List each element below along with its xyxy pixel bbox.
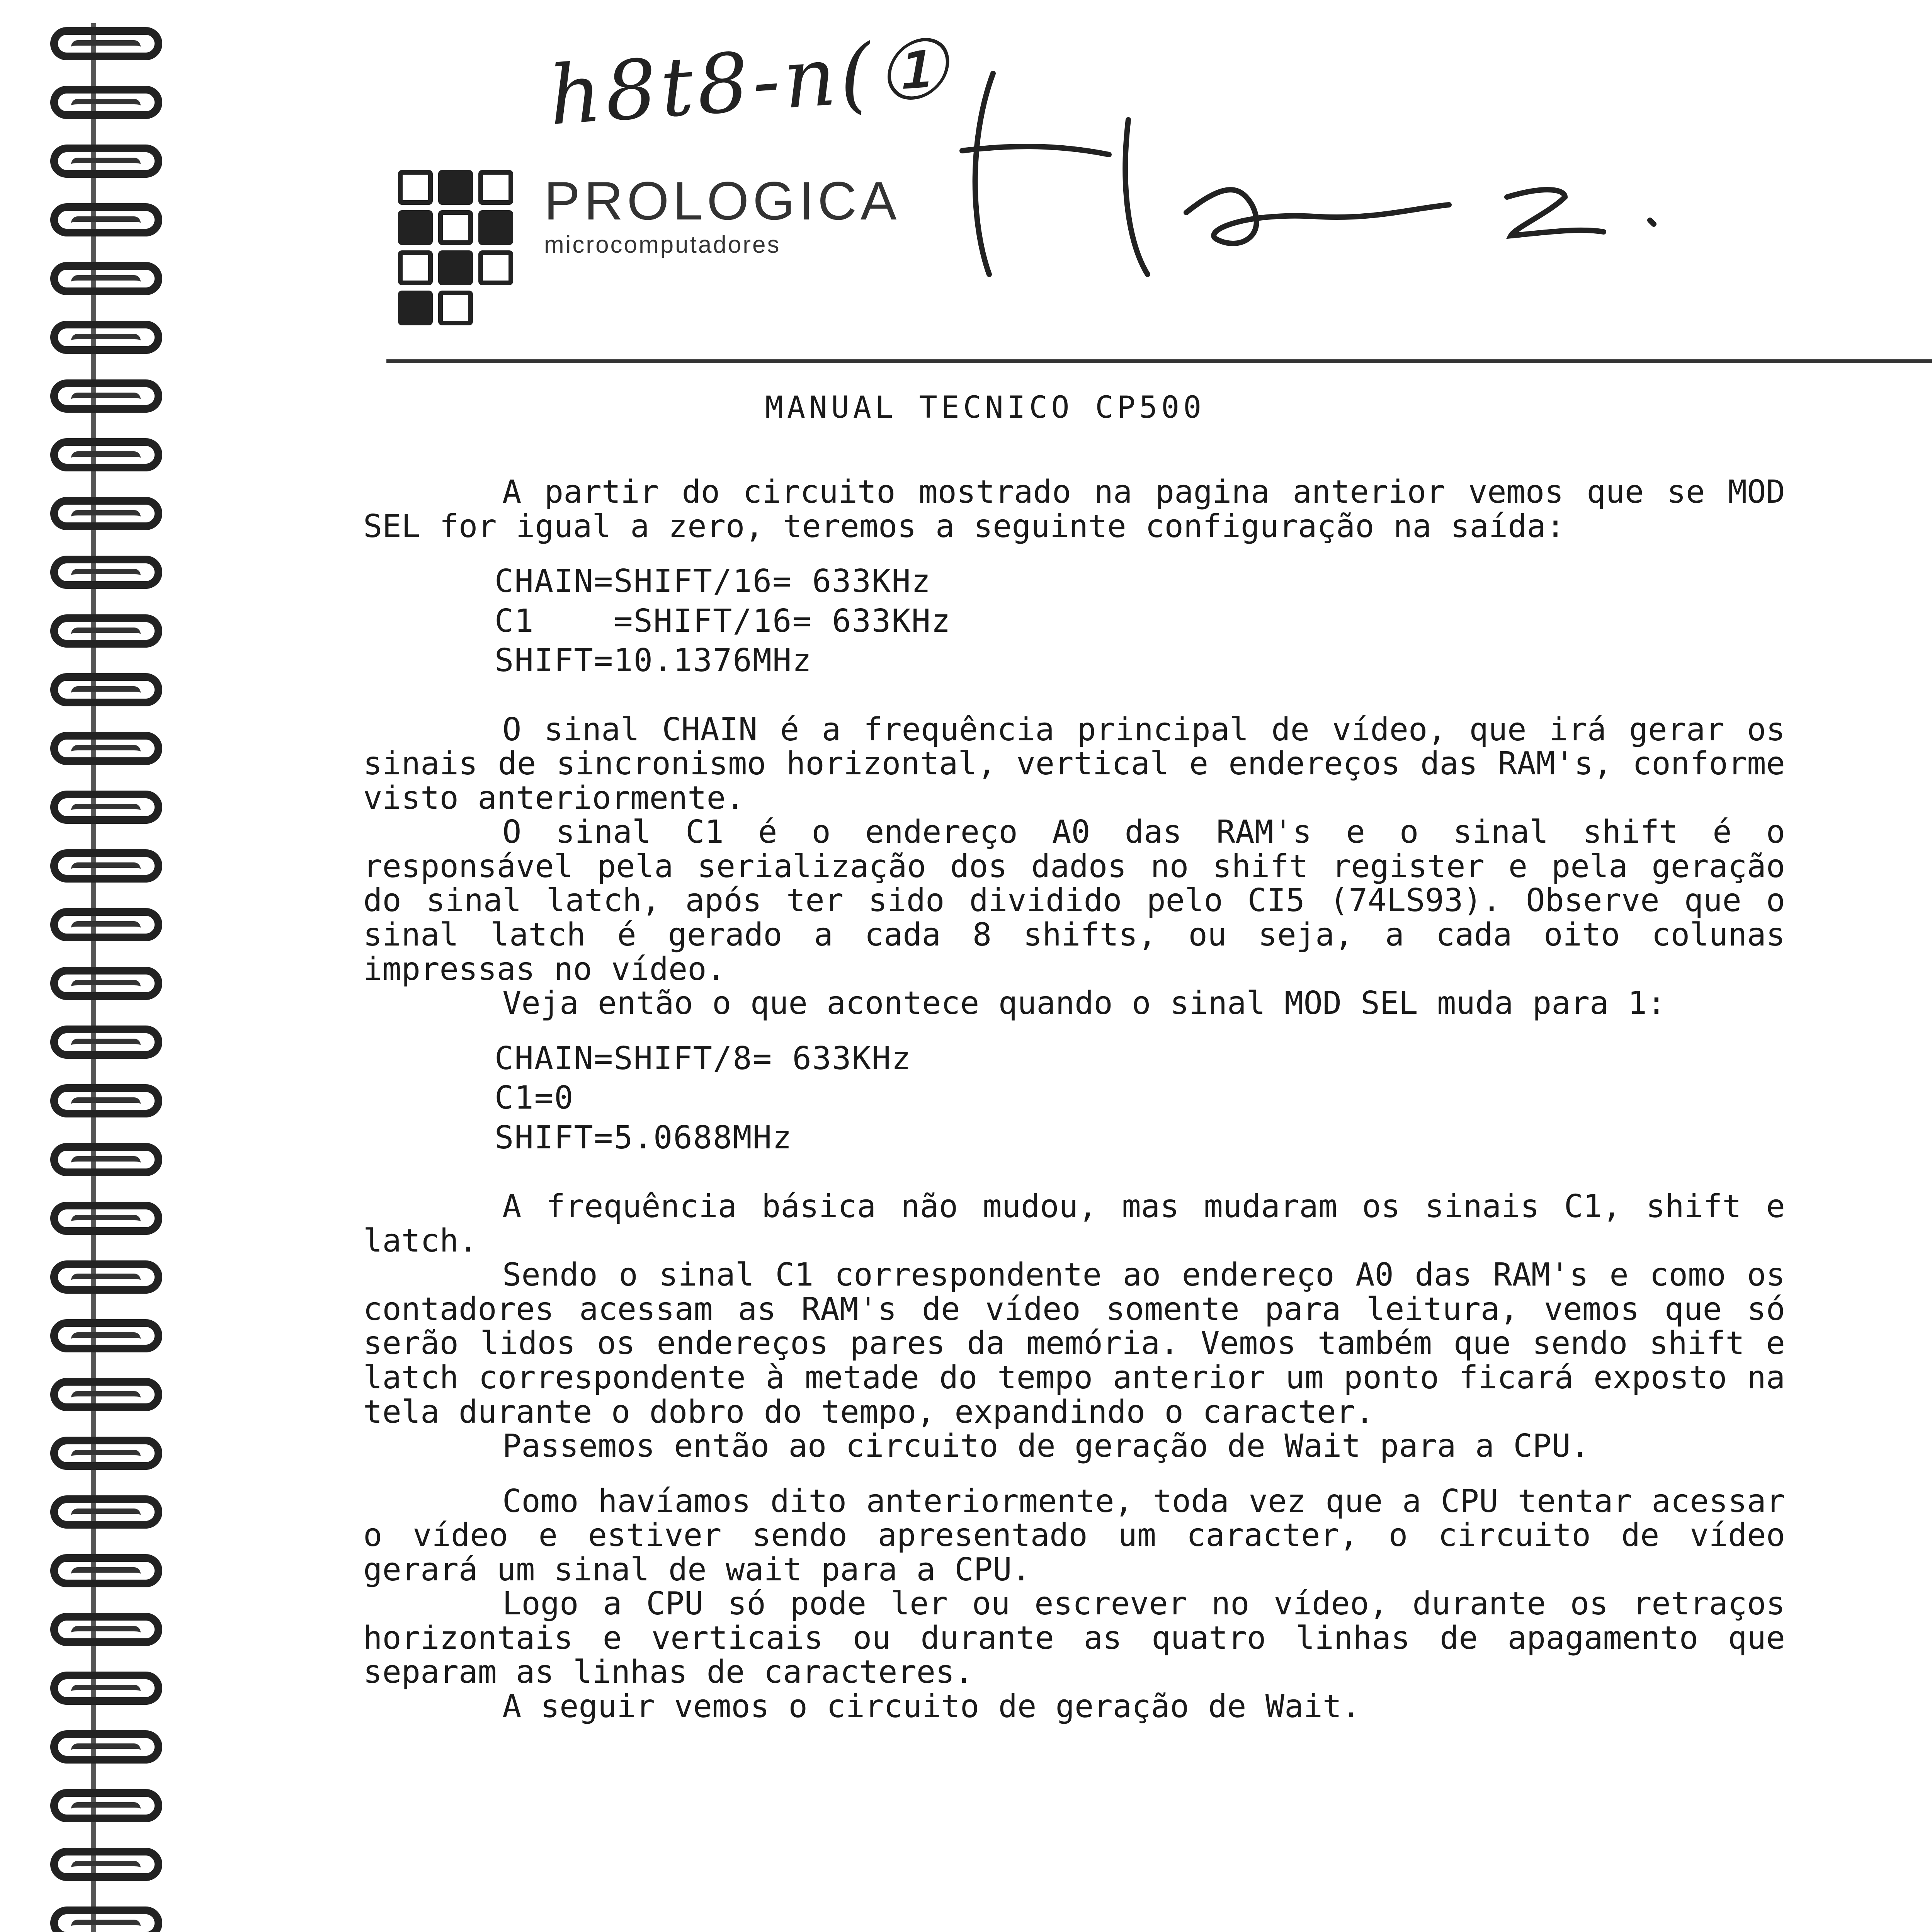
binding-ring	[50, 967, 162, 1000]
prologica-logo-mark	[398, 170, 513, 325]
paragraph: O sinal CHAIN é a frequência principal de vídeo, que irá gerar os sinais de sincronismo horizontal, vertical e endereços das RAM's, conforme visto anteriormente.	[363, 711, 1785, 816]
paragraph: O sinal C1 é o endereço A0 das RAM's e o sinal shift é o responsável pela serialização dos dados no shift register e pela geração do sinal latch, após ter sido dividido pelo CI5 (74LS93). Observe que o sinal latch é gerado a cada 8 shifts, ou seja, a cada oito colunas impressas no vídeo.	[363, 814, 1785, 988]
binding-strip	[0, 0, 178, 1932]
binding-ring	[50, 86, 162, 119]
binding-ring	[50, 203, 162, 236]
paragraph: Como havíamos dito anteriormente, toda vez que a CPU tentar acessar o vídeo e estiver sendo apresentado um caracter, o circuito de vídeo gerará um sinal de wait para a CPU.	[363, 1483, 1785, 1588]
binding-ring	[50, 1789, 162, 1822]
paragraph: Sendo o sinal C1 correspondente ao endereço A0 das RAM's e como os contadores acessam as RAM's de vídeo somente para leitura, vemos que só serão lidos os endereços pares da memória. Vemos também que sendo shift e latch correspondente à metade do tempo anterior um ponto ficará exposto na tela durante o dobro do tempo, expandindo o caracter.	[363, 1257, 1785, 1430]
binding-ring	[50, 1730, 162, 1764]
binding-ring	[50, 1495, 162, 1529]
document-title: MANUAL TECNICO CP500	[765, 390, 1206, 425]
binding-ring	[50, 791, 162, 824]
paragraph: Logo a CPU só pode ler ou escrever no vídeo, durante os retraços horizontais e verticais ou durante as quatro linhas de apagamento que separam as linhas de caracteres.	[363, 1585, 1785, 1691]
prologica-logo	[398, 170, 900, 325]
binding-ring	[50, 1613, 162, 1646]
binding-ring	[50, 1554, 162, 1587]
binding-ring	[50, 673, 162, 706]
formula-line: CHAIN=SHIFT/8= 633KHz	[495, 1040, 912, 1077]
header-rule	[386, 359, 1932, 363]
paragraph: A partir do circuito mostrado na pagina anterior vemos que se MOD SEL for igual a zero, teremos a seguinte configuração na saída:	[363, 474, 1785, 545]
binding-ring	[50, 1848, 162, 1881]
formula-line: C1 =SHIFT/16= 633KHz	[495, 602, 951, 639]
binding-ring	[50, 849, 162, 883]
binding-ring	[50, 908, 162, 941]
binding-ring	[50, 1026, 162, 1059]
paragraph: Passemos então ao circuito de geração de Wait para a CPU.	[502, 1428, 1590, 1465]
formula-line: SHIFT=5.0688MHz	[495, 1119, 793, 1156]
paragraph: Veja então o que acontece quando o sinal MOD SEL muda para 1:	[502, 985, 1666, 1022]
binding-ring	[50, 732, 162, 765]
formula-block-1	[495, 565, 1785, 678]
formula-block-2	[495, 1042, 1785, 1155]
binding-ring	[50, 145, 162, 178]
paragraph: A seguir vemos o circuito de geração de Wait.	[502, 1688, 1361, 1725]
binding-ring	[50, 27, 162, 60]
logo-subtitle: microcomputadores	[544, 231, 781, 258]
binding-ring	[50, 1437, 162, 1470]
formula-line: SHIFT=10.1376MHz	[495, 642, 812, 679]
handwritten-code-top: h8t8-n(①	[546, 20, 955, 144]
binding-ring	[50, 1084, 162, 1117]
logo-name: PROLOGICA	[544, 170, 901, 231]
binding-ring	[50, 1319, 162, 1352]
binding-ring	[50, 438, 162, 471]
binding-ring	[50, 379, 162, 413]
binding-ring	[50, 497, 162, 530]
binding-ring	[50, 1672, 162, 1705]
binding-ring	[50, 1143, 162, 1176]
binding-ring	[50, 1906, 162, 1932]
binding-ring	[50, 321, 162, 354]
binding-ring	[50, 262, 162, 295]
handwritten-signature	[947, 58, 1662, 298]
binding-ring	[50, 1378, 162, 1411]
paragraph: A frequência básica não mudou, mas mudaram os sinais C1, shift e latch.	[363, 1188, 1785, 1259]
binding-ring	[50, 1260, 162, 1294]
binding-ring	[50, 614, 162, 648]
formula-line: CHAIN=SHIFT/16= 633KHz	[495, 563, 932, 600]
document-body	[363, 475, 1785, 1724]
binding-ring	[50, 556, 162, 589]
binding-ring	[50, 1202, 162, 1235]
formula-line: C1=0	[495, 1080, 574, 1117]
